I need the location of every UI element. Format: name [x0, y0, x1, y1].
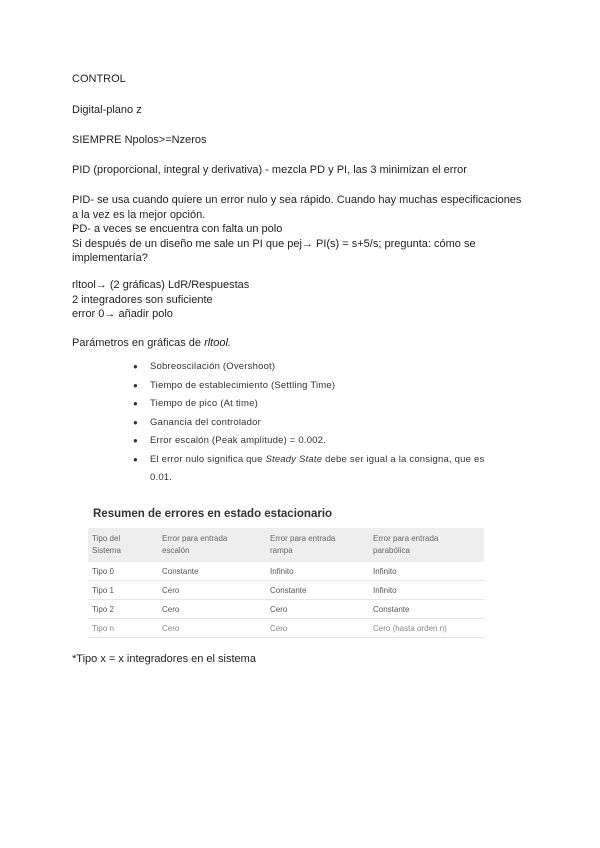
pid-summary: PID (proporcional, integral y derivativa) - mezcla PD y PI, las 3 minimizan el error	[72, 164, 467, 176]
parameter-item	[133, 358, 484, 377]
footnote: *Tipo x = x integradores en el sistema	[72, 653, 256, 665]
table-title: Resumen de errores en estado estacionario	[93, 508, 333, 520]
table-row	[88, 600, 484, 619]
pid-note-line: PID- se usa cuando quiere un error nulo y sea rápido. Cuando hay muchas especificaciones	[72, 194, 522, 206]
document-heading: CONTROL	[72, 73, 126, 85]
bullet-icon: ●	[133, 362, 139, 371]
parameter-continuation: 0.01.	[150, 472, 173, 483]
table-cell: Constante	[158, 562, 266, 581]
table-cell: Cero (hasta orden n)	[369, 619, 484, 638]
parameter-text: Tiempo de pico (At time)	[150, 398, 258, 409]
pid-note-line: PD- a veces se encuentra con falta un polo	[72, 223, 283, 235]
table-cell: Cero	[158, 619, 266, 638]
parameter-text: Tiempo de establecimiento (Settling Time)	[150, 379, 336, 391]
parameter-text: Sobreoscilación (Overshoot)	[150, 361, 276, 372]
params-intro	[72, 336, 231, 350]
header-line: Error para entrada	[373, 534, 439, 543]
rltool-note-line: 2 integradores son suficiente	[72, 293, 213, 306]
parameter-text: debe ser igual a la consigna, que es	[322, 453, 485, 465]
parameter-text: Error escalón (Peak amplitude) = 0.002.	[150, 435, 326, 446]
table-cell: Cero	[158, 600, 266, 619]
table-cell: Cero	[266, 600, 369, 619]
table-cell: Constante	[369, 600, 484, 619]
header-line: rampa	[270, 546, 293, 555]
header-line: Sistema	[92, 546, 121, 555]
table-cell: Tipo 2	[88, 600, 158, 619]
parameter-text: Ganancia del controlador	[150, 416, 261, 428]
table-cell: Infinito	[266, 562, 369, 581]
table-row	[88, 562, 484, 581]
bullet-icon: ●	[133, 436, 139, 445]
parameter-item	[133, 377, 484, 396]
params-intro-emphasis: rltool.	[204, 337, 231, 349]
params-intro-text: Parámetros en gráficas de	[72, 337, 205, 349]
table-header-cell	[266, 528, 369, 562]
header-line: Tipo del	[92, 534, 121, 543]
pid-note-line: Si después de un diseño me sale un PI que pej→ PI(s) = s+5/s; pregunta: cómo se	[72, 237, 476, 250]
rltool-notes	[72, 278, 249, 322]
bullet-icon: ●	[133, 417, 139, 427]
pid-note-line: a la vez es la mejor opción.	[72, 208, 206, 221]
table-cell: Tipo 1	[88, 581, 158, 600]
parameter-item	[133, 395, 484, 414]
table-header-cell	[369, 528, 484, 562]
bullet-icon: ●	[133, 399, 139, 408]
parameter-item	[133, 432, 484, 451]
table-cell: Infinito	[369, 581, 484, 600]
parameter-emphasis: Steady State	[265, 453, 323, 465]
table-cell: Constante	[266, 581, 369, 600]
parameter-item	[133, 414, 484, 433]
table-cell: Tipo 0	[88, 562, 158, 581]
table-row	[88, 581, 484, 600]
header-line: escalón	[162, 546, 190, 555]
parameter-item	[133, 451, 485, 488]
pid-notes	[72, 193, 521, 266]
parameter-text: El error nulo significa que	[150, 453, 266, 465]
header-line: Error para entrada	[162, 534, 228, 543]
table-header-cell	[88, 528, 158, 562]
table-header-row	[88, 528, 484, 562]
table-cell: Cero	[266, 619, 369, 638]
bullet-icon: ●	[133, 454, 139, 464]
pid-note-line: implementaría?	[72, 252, 148, 264]
table-header-cell	[158, 528, 266, 562]
steady-state-error-table	[88, 528, 484, 638]
subheading: Digital-plano z	[72, 104, 142, 116]
table-cell: Infinito	[369, 562, 484, 581]
table-cell: Cero	[158, 581, 266, 600]
table-cell: Tipo n	[88, 619, 158, 638]
rltool-note-line: rltool→ (2 gráficas) LdR/Respuestas	[72, 279, 250, 291]
parameter-list	[133, 358, 485, 487]
bullet-icon: ●	[133, 380, 139, 390]
header-line: Error para entrada	[270, 534, 336, 543]
header-line: parabólica	[373, 546, 410, 555]
table-row	[88, 619, 484, 638]
rltool-note-line: error 0→ añadir polo	[72, 308, 173, 320]
rule-line: SIEMPRE Npolos>=Nzeros	[72, 134, 207, 146]
